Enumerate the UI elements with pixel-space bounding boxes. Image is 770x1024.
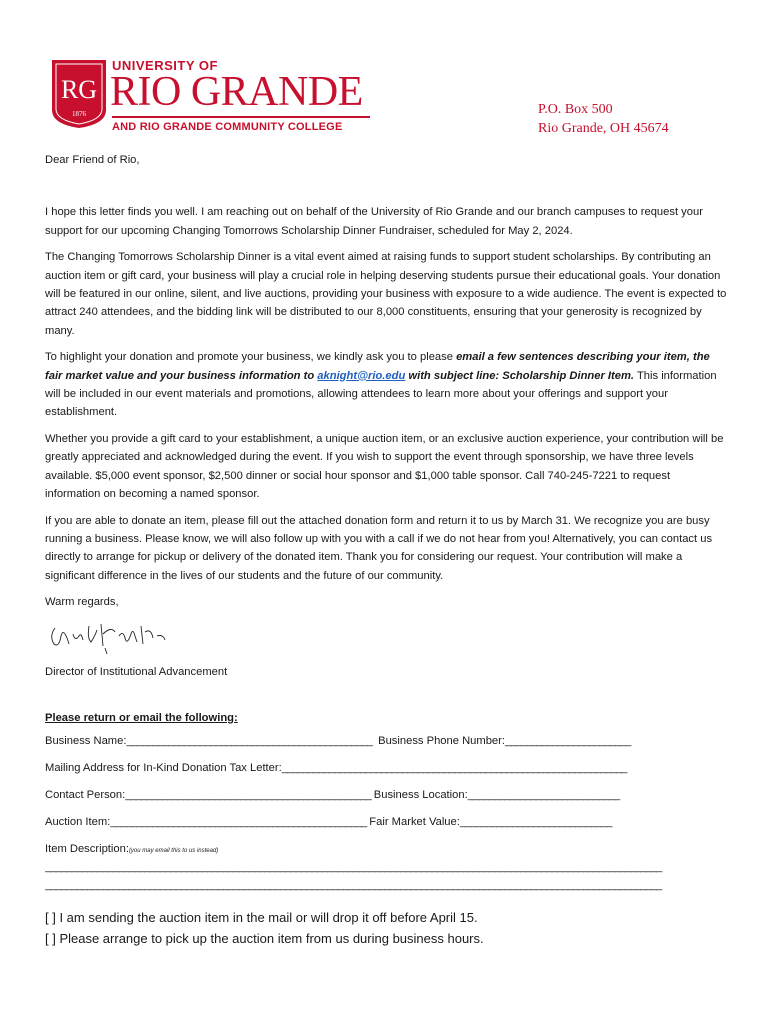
paragraph-4: Whether you provide a gift card to your establishment, a unique auction item, or an exclusive auction experience, your contribution will be greatly appreciated and acknowledged during the event. If you wish to support the event through sponsorship, we have three levels available. $5,000 event sponsor, $2,500 dinner or social hour sponsor and $1,000 table sponsor. Call 740-245-7221 to request information on becoming a named sponsor.: [45, 433, 724, 500]
mailing-address-label: Mailing Address for In-Kind Donation Tax Letter:: [45, 762, 282, 774]
form-title: Please return or email the following:: [45, 712, 238, 724]
logo-divider: [112, 116, 370, 118]
row-auction: [45, 816, 727, 843]
contact-person-label: Contact Person:: [45, 789, 126, 801]
row-item-description: [45, 843, 727, 861]
checkbox-pickup-item[interactable]: [ ] Please arrange to pick up the auction item from us during business hours.: [45, 931, 484, 946]
salutation: Dear Friend of Rio,: [45, 154, 140, 166]
p3-start: To highlight your donation and promote your business, we kindly ask you to please: [45, 351, 457, 364]
business-phone-field[interactable]: ________________________: [504, 735, 631, 747]
logo-year: 1876: [72, 110, 86, 118]
contact-person-field[interactable]: _______________________________________________: [125, 789, 371, 801]
signature-image: [45, 616, 175, 656]
auction-item-label: Auction Item:: [45, 816, 111, 828]
p3-emphasis: email a few sentences describing your item, the fair market value and your business information to: [45, 351, 710, 382]
address-line-2: Rio Grande, OH 45674: [538, 121, 669, 136]
letter-body: [45, 151, 727, 689]
p3-subject-line: with subject line: Scholarship Dinner Item.: [405, 369, 635, 382]
community-college-label: AND RIO GRANDE COMMUNITY COLLEGE: [112, 121, 343, 133]
paragraph-2: The Changing Tomorrows Scholarship Dinner is a vital event aimed at raising funds to support student scholarships. By contributing an auction item or gift card, your business will play a crucial role in helping deserving students pursue their educational goals. Your donation will be featured in our online, silent, and live auctions, providing your business with exposure to a wide audience. The event is expected to attract 240 attendees, and the bidding link will be distributed to our 8,000 constituents, ensuring that your generosity is recognized by many.: [45, 251, 727, 337]
checkbox-mail-item[interactable]: [ ] I am sending the auction item in the mail or will drop it off before April 15.: [45, 910, 478, 925]
email-link[interactable]: aknight@rio.edu: [317, 369, 406, 382]
signer-title: Director of Institutional Advancement: [45, 665, 228, 678]
mailing-address: [538, 100, 669, 138]
closing: Warm regards,: [45, 596, 119, 609]
row-mailing: [45, 762, 727, 789]
business-location-label: Business Location:: [373, 789, 468, 801]
paragraph-5: If you are able to donate an item, please fill out the attached donation form and return it to us by March 31. We recognize you are busy running a business. Please know, we will also follow up with you with a call if we do not hear from you! Alternatively, you can contact us directly to arrange for pickup or delivery of the donated item. Thank you for considering our request. Your contribution will make a significant difference in the lives of our students and the future of our community.: [45, 514, 713, 582]
item-description-note: (you may email this to us instead): [128, 848, 219, 854]
mailing-address-field[interactable]: __________________________________________________________________: [281, 762, 627, 774]
business-name-field[interactable]: _______________________________________________: [126, 735, 372, 747]
address-line-1: P.O. Box 500: [538, 102, 613, 117]
logo-monogram: RG: [60, 75, 98, 104]
donation-form: [45, 712, 727, 949]
fair-market-value-field[interactable]: _____________________________: [459, 816, 612, 828]
business-name-label: Business Name:: [45, 735, 127, 747]
item-description-line-2[interactable]: ______________________________________________________________________________________________________________________: [45, 879, 662, 891]
p3-end: This information will be included in our event materials and promotions, allowing attendees to learn more about your offerings and support your establishment.: [45, 369, 717, 419]
paragraph-3: [45, 348, 727, 421]
fair-market-value-label: Fair Market Value:: [369, 816, 460, 828]
auction-item-field[interactable]: _________________________________________________: [110, 816, 367, 828]
university-of-label: UNIVERSITY OF: [112, 58, 218, 73]
university-logo-badge: [50, 58, 108, 130]
paragraph-1: I hope this letter finds you well. I am reaching out on behalf of the University of Rio Grande and our branch campuses to request your support for our upcoming Changing Tomorrows Scholarship Dinner Fundraiser, scheduled for May 2, 2024.: [45, 206, 703, 237]
business-phone-label: Business Phone Number:: [378, 735, 505, 747]
row-business: [45, 735, 727, 762]
item-description-line-1[interactable]: ______________________________________________________________________________________________________________________: [45, 861, 662, 873]
business-location-field[interactable]: _____________________________: [467, 789, 620, 801]
item-description-label: Item Description:: [45, 843, 129, 855]
university-name: RIO GRANDE: [110, 69, 363, 115]
row-contact: [45, 789, 727, 816]
